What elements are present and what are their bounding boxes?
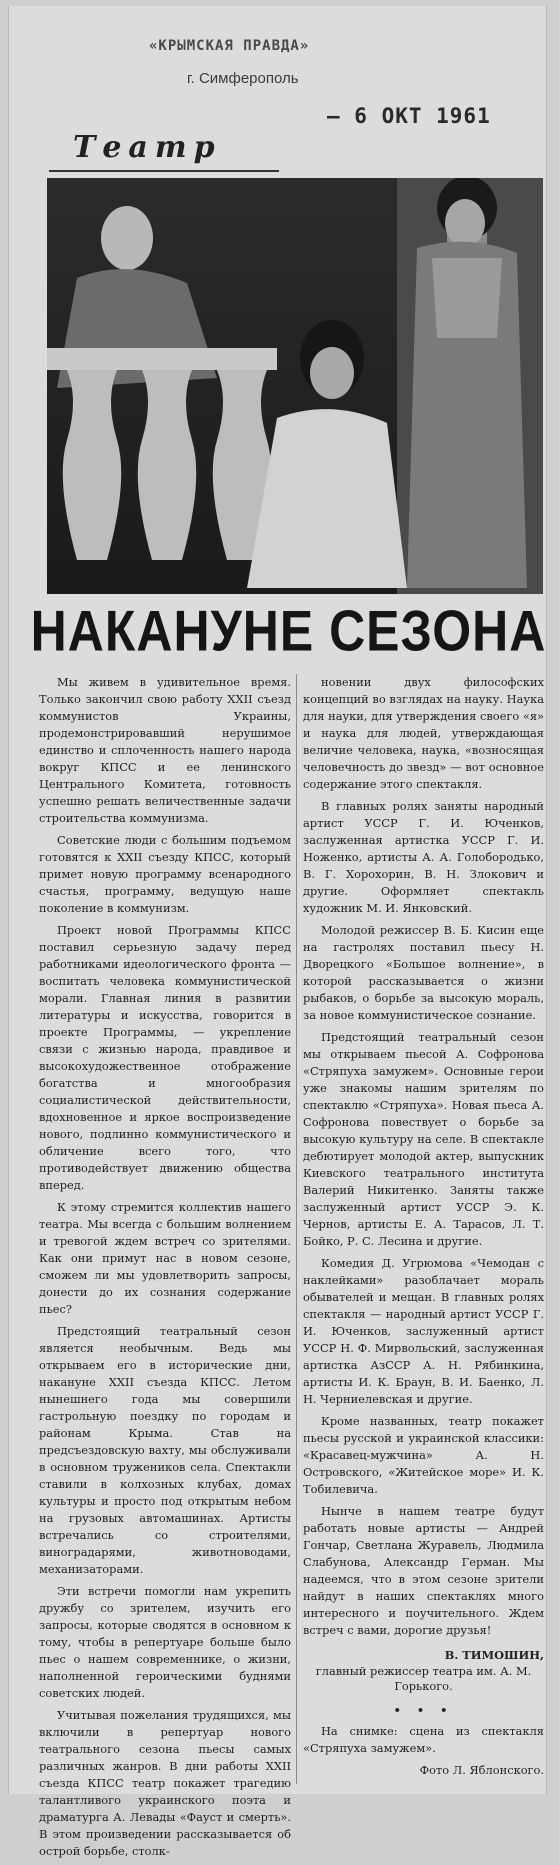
author-title: главный режиссер театра им. А. М. Горького. xyxy=(315,1664,532,1693)
paragraph: Кроме названных, театр покажет пьесы русской и украинской классики: «Красавец-мужчина» А. Н. Островского, «Житейское море» И. К. Тобилевича. xyxy=(303,1414,544,1496)
source-stamp: «КРЫМСКАЯ ПРАВДА» xyxy=(149,38,310,54)
date-stamp: — 6 ОКТ 1961 xyxy=(327,104,491,128)
paragraph: Эти встречи помогли нам укрепить дружбу со зрителем, изучить его запросы, которые сводятся в основном к тому, чтобы в репертуаре больше было пьес о нашем современнике, о жизни, наполненной героическими буднями советских людей. xyxy=(39,1584,291,1700)
article-headline: НАКАНУНЕ СЕЗОНА xyxy=(30,598,547,664)
paragraph: Предстоящий театральный сезон мы открываем пьесой А. Софронова «Стряпуха замужем». Основные герои уже знакомы нашим зрителям по спектаклю «Стряпуха». Новая пьеса А. Софронова повествует о борьбе за высокую культуру на селе. В спектакле дебютирует молодой актер, выпускник Киевского театрального института Валерий Никитенко. Заняты также заслуженный артист УССР Э. К. Чернов, артисты Е. А. Тарасов, Л. Т. Бойко, Р. С. Лесина и другие. xyxy=(303,1030,544,1248)
paragraph: К этому стремится коллектив нашего театра. Мы всегда с большим волнением и тревогой ждем встреч со зрителями. Как они примут нас в новом сезоне, сможем ли мы удовлетворить запросы, донести до их сознания содержание пьес? xyxy=(39,1200,291,1316)
paragraph: Молодой режиссер В. Б. Кисин еще на гастролях поставил пьесу Н. Дворецкого «Большое волнение», в которой рассказывается о жизни рыбаков, о борьбе за высокую мораль, за новое коммунистическое сознание. xyxy=(303,923,544,1022)
paragraph: Советские люди с большим подъемом готовятся к XXII съезду КПСС, который примет новую программу всенародного счастья, программу, ведущую наше поколение в коммунизм. xyxy=(39,833,291,915)
column-divider xyxy=(296,674,297,1784)
author-name: В. ТИМОШИН, xyxy=(444,1648,544,1662)
photo-caption: На снимке: сцена из спектакля «Стряпуха замужем». xyxy=(303,1724,544,1755)
paragraph: Учитывая пожелания трудящихся, мы включили в репертуар нового театрального сезона пьесы самых различных жанров. В дни работы XXII съезда КПСС театр покажет трагедию талантливого украинского поэта и драматурга А. Левады «Фауст и смерть». В этом произведении рассказывается об острой борьбе, столк- xyxy=(39,1708,291,1858)
stage-photo xyxy=(47,178,543,594)
photo-credit: Фото Л. Яблонского. xyxy=(419,1763,544,1777)
paragraph: Проект новой Программы КПСС поставил серьезную задачу перед работниками идеологического фронта — воспитать человека коммунистической морали. Главная линия в развитии литературы и искусства, говорится в проекте Программы, — укрепление связи с жизнью народа, правдивое и высокохудожественное отображение богатства и многообразия социалистической действительности, вдохновенное и яркое воспроизведение нового, подлинно коммунистического и обличение всего того, что противодействует движению общества вперед. xyxy=(39,923,291,1192)
paragraph: новении двух философских концепций во взглядах на науку. Наука для науки, для утверждения своего «я» и наука для людей, утверждающая величие человека, наука, «возносящая человечность до звезд» — вот основное содержание этого спектакля. xyxy=(303,675,544,791)
rubric-underline xyxy=(49,170,279,172)
paragraph: Мы живем в удивительное время. Только закончил свою работу XXII съезд коммунистов Украины, продемонстрировавший нерушимое единство и сплоченность нашего народа вокруг КПСС и ее ленинского Центрального Комитета, готовность успешно решать величественные задачи строительства коммунизма. xyxy=(39,675,291,825)
article-column-left xyxy=(39,674,291,1865)
paragraph: Нынче в нашем театре будут работать новые артисты — Андрей Гончар, Светлана Журавель, Людмила Слабунова, Александр Герман. Мы надеемся, что в этом сезоне зрители найдут в наших спектаклях много интересного и поучительного. Ждем встреч с вами, дорогие друзья! xyxy=(303,1504,544,1637)
city-stamp: г. Симферополь xyxy=(187,70,299,87)
paragraph: Комедия Д. Угрюмова «Чемодан с наклейками» разоблачает мораль обывателей и мещан. В главных ролях спектакля — народный артист УССР Г. И. Юченков, заслуженный артист УССР Н. Ф. Мирвольский, заслуженная артистка АзССР А. Н. Рябинкина, артисты И. К. Браун, В. И. Баенко, Л. Н. Черниелевская и другие. xyxy=(303,1256,544,1406)
newspaper-clipping xyxy=(8,6,547,1858)
paragraph: Предстоящий театральный сезон является необычным. Ведь мы открываем его в исторические дни, накануне XXII съезда КПСС. Летом нынешнего года мы совершили гастрольную поездку по городам и районам Крыма. Став на предсъездовскую вахту, мы обслуживали в основном тружеников села. Спектакли ставили в колхозных клубах, домах культуры и просто под открытым небом на грузовых автомашинах. Артисты встречались со строителями, виноградарями, животноводами, механизаторами. xyxy=(39,1324,291,1576)
rubric-title: Театр xyxy=(73,130,222,165)
paragraph: В главных ролях заняты народный артист УССР Г. И. Юченков, заслуженная артистка УССР Г. И. Ноженко, артисты А. А. Голобородько, В. Г. Хорохорин, В. Н. Злокович и другие. Оформляет спектакль художник М. И. Янковский. xyxy=(303,799,544,915)
separator-dots: • • • xyxy=(393,1703,454,1717)
article-column-right xyxy=(303,674,544,1779)
